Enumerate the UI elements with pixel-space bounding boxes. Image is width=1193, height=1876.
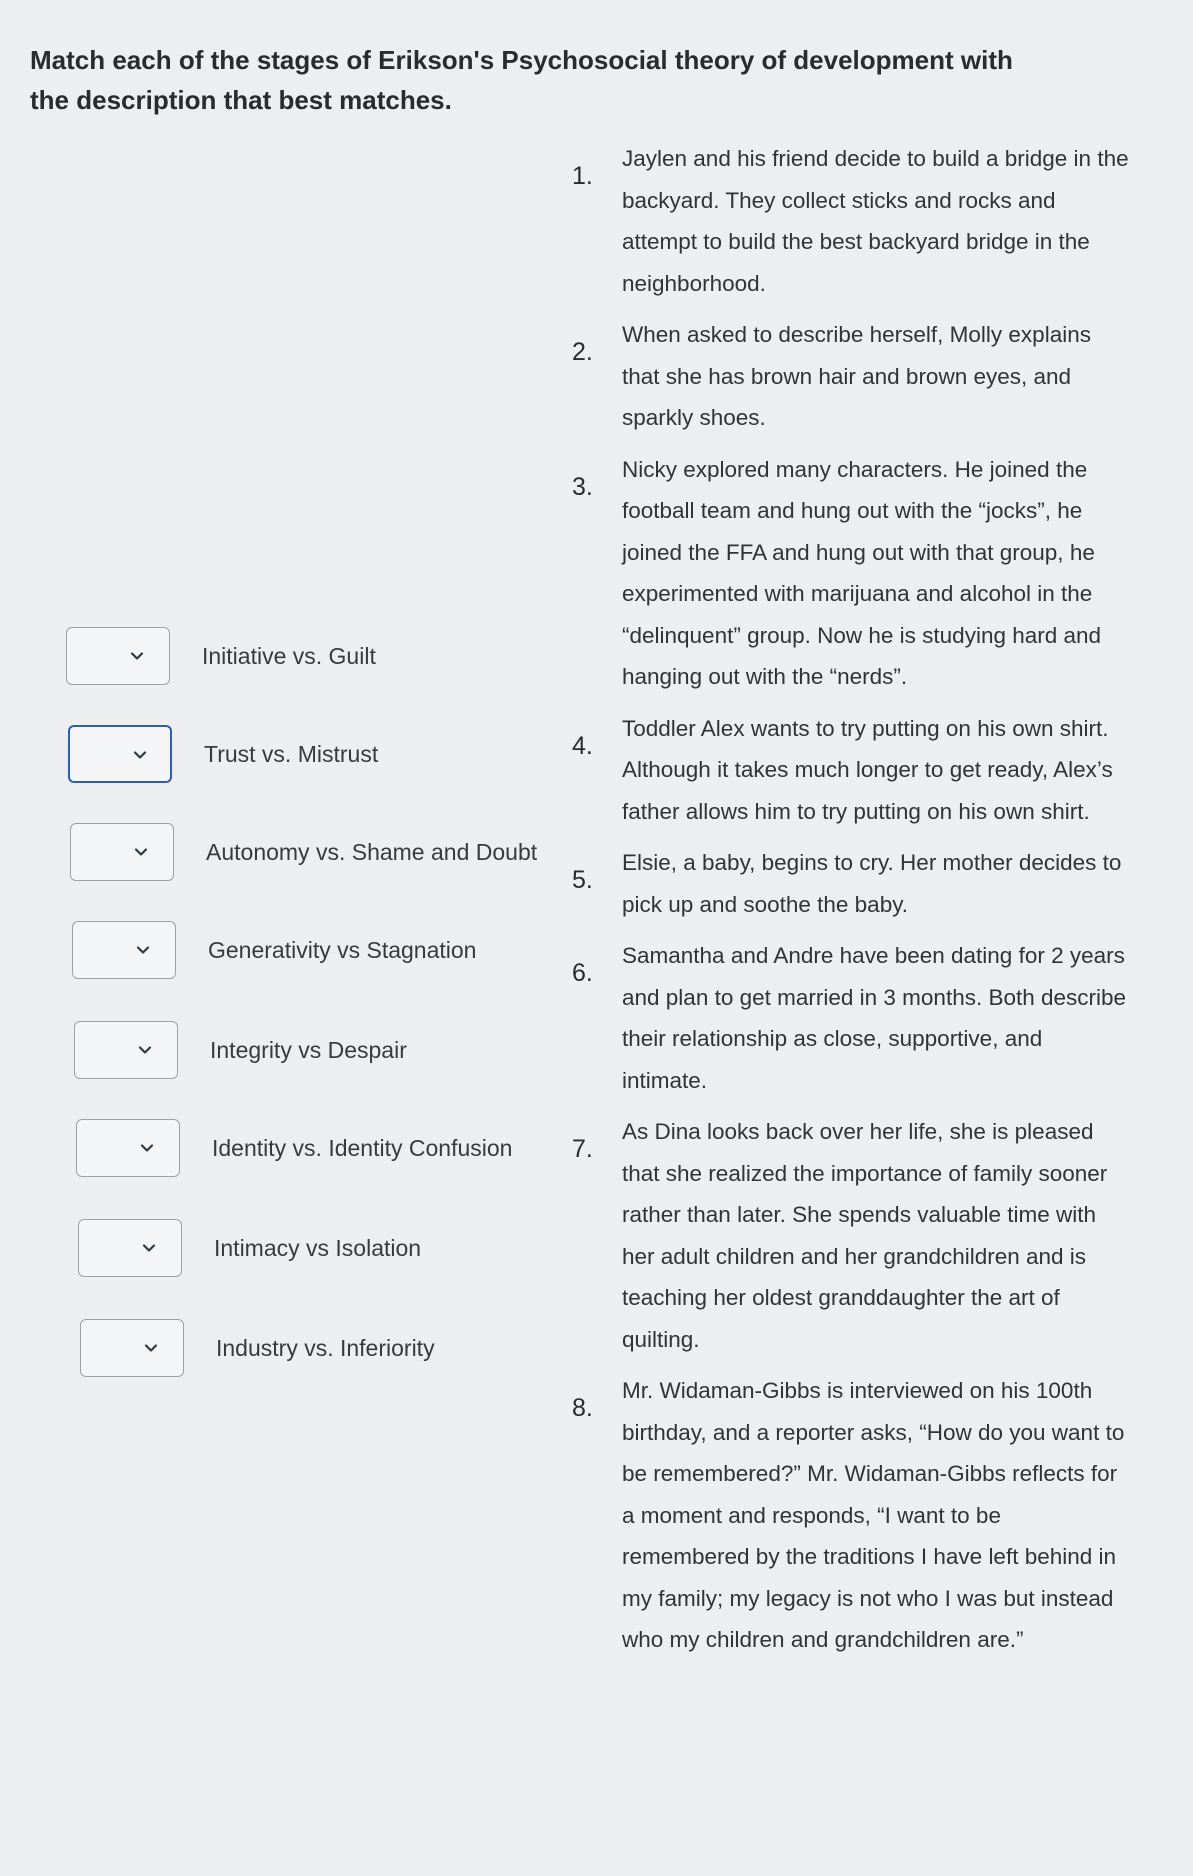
- answer-number: 7.: [572, 1135, 593, 1163]
- answer-item-5: [572, 842, 1132, 925]
- stage-label: Generativity vs Stagnation: [208, 936, 477, 963]
- answer-text: Jaylen and his friend decide to build a bridge in the backyard. They collect sticks and rocks and attempt to build the best backyard bridge in the neighborhood.: [622, 146, 1129, 296]
- answer-text: Samantha and Andre have been dating for 2 years and plan to get married in 3 months. Both describe their relationship as close, supportive, and intimate.: [622, 943, 1127, 1093]
- chevron-down-icon: [141, 1240, 157, 1256]
- stage-label: Trust vs. Mistrust: [204, 740, 379, 767]
- answer-number: 2.: [572, 338, 593, 366]
- chevron-down-icon: [137, 1042, 153, 1058]
- stage-select-autonomy[interactable]: [70, 823, 174, 881]
- answer-item-7: [572, 1111, 1132, 1360]
- answer-number: 1.: [572, 162, 593, 190]
- chevron-down-icon: [139, 1140, 155, 1156]
- answer-item-6: [572, 935, 1132, 1101]
- answer-text: Elsie, a baby, begins to cry. Her mother decides to pick up and soothe the baby.: [622, 850, 1122, 917]
- answer-text: When asked to describe herself, Molly explains that she has brown hair and brown eyes, and sparkly shoes.: [622, 322, 1091, 430]
- match-row-integrity: [74, 1020, 407, 1080]
- answer-item-1: [572, 138, 1132, 304]
- chevron-down-icon: [135, 942, 151, 958]
- answer-item-2: [572, 314, 1132, 439]
- stage-select-trust[interactable]: [68, 725, 172, 783]
- answer-number: 8.: [572, 1394, 593, 1422]
- chevron-down-icon: [132, 747, 148, 763]
- chevron-down-icon: [133, 844, 149, 860]
- stage-select-intimacy[interactable]: [78, 1219, 182, 1277]
- question-prompt: Match each of the stages of Erikson's Psychosocial theory of development with the description that best matches.: [30, 45, 1013, 115]
- stage-select-initiative[interactable]: [66, 627, 170, 685]
- stage-label: Identity vs. Identity Confusion: [212, 1134, 513, 1161]
- stage-select-integrity[interactable]: [74, 1021, 178, 1079]
- answer-number: 4.: [572, 731, 593, 760]
- answer-text: As Dina looks back over her life, she is pleased that she realized the importance of family sooner rather than later. She spends valuable time with her adult children and her grandchildren and is teaching her oldest granddaughter the art of quilting.: [622, 1119, 1108, 1352]
- stage-select-identity[interactable]: [76, 1119, 180, 1177]
- match-row-identity: [76, 1118, 512, 1178]
- stage-select-generativity[interactable]: [72, 921, 176, 979]
- answer-text: Nicky explored many characters. He joined the football team and hung out with the “jocks”, he joined the FFA and hung out with that group, he experimented with marijuana and alcohol in the “delinquent” group. Now he is studying hard and hanging out with the “nerds”.: [622, 456, 1102, 689]
- answers-list: [572, 138, 1132, 1671]
- stage-label: Intimacy vs Isolation: [214, 1234, 422, 1261]
- answer-number: 6.: [572, 959, 593, 987]
- stage-label: Industry vs. Inferiority: [216, 1334, 435, 1361]
- match-row-initiative: [66, 626, 376, 686]
- stage-label: Autonomy vs. Shame and Doubt: [206, 838, 538, 865]
- answer-item-3: [572, 449, 1132, 698]
- stage-select-industry[interactable]: [80, 1319, 184, 1377]
- match-row-generativity: [72, 920, 476, 980]
- stage-label: Initiative vs. Guilt: [202, 642, 376, 669]
- answer-item-8: [572, 1370, 1132, 1661]
- answer-text: Mr. Widaman-Gibbs is interviewed on his 100th birthday, and a reporter asks, “How do you want to be remembered?” Mr. Widaman-Gibbs reflects for a moment and responds, “I want to be remembered by the traditions I have left behind in my family; my legacy is not who I was but instead who my children and grandchildren are.”: [622, 1378, 1125, 1652]
- answer-text: Toddler Alex wants to try putting on his own shirt. Although it takes much longer to get ready, Alex’s father allows him to try putting on his own shirt.: [622, 715, 1113, 824]
- match-row-trust: [68, 724, 378, 784]
- answer-number: 3.: [572, 472, 593, 501]
- match-row-intimacy: [78, 1218, 421, 1278]
- answer-item-4: [572, 708, 1132, 833]
- match-row-autonomy: [70, 822, 537, 882]
- chevron-down-icon: [143, 1340, 159, 1356]
- answer-number: 5.: [572, 866, 593, 894]
- stage-label: Integrity vs Despair: [210, 1036, 407, 1063]
- match-row-industry: [80, 1318, 435, 1378]
- chevron-down-icon: [129, 648, 145, 664]
